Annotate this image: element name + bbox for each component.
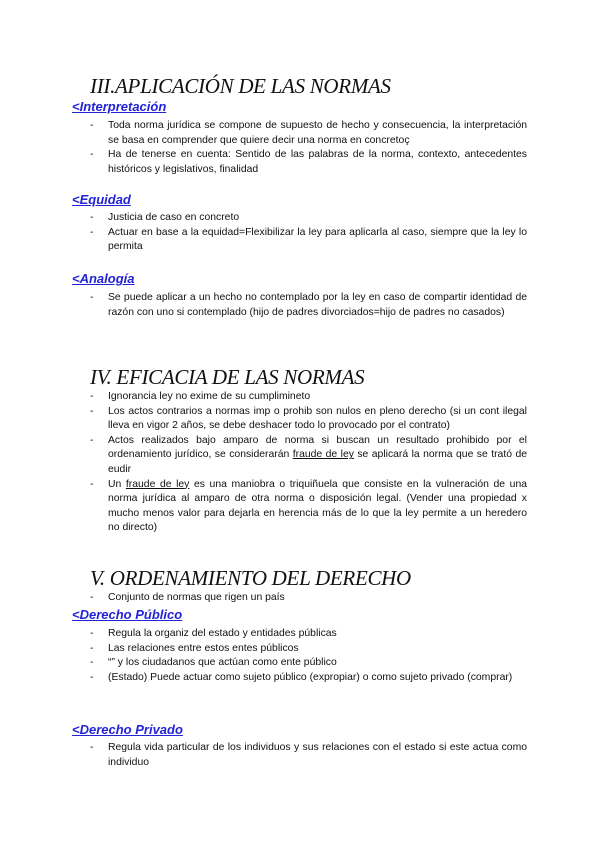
list-item: - Regula la organiz del estado y entidades públicas <box>90 627 527 642</box>
section-title-eficacia: IV. EFICACIA DE LAS NORMAS <box>90 365 365 389</box>
subsection-title-derecho-publico: <Derecho Público <box>72 607 183 622</box>
subsection-title-analogia: <Analogía <box>72 271 135 286</box>
list-item: - (Estado) Puede actuar como sujeto público (expropiar) o como sujeto privado (comprar) <box>90 671 527 686</box>
subsection-title-interpretacion: <Interpretación <box>72 99 167 114</box>
list-item: - Conjunto de normas que rigen un país <box>90 591 527 606</box>
subsection-title-equidad: <Equidad <box>72 192 131 207</box>
derecho-publico-list <box>90 627 527 685</box>
list-item: - Se puede aplicar a un hecho no contemplado por la ley en caso de compartir identidad de razón con uno si contemplado (hijo de padres divorciados=hijo de padres no casados) <box>90 291 527 320</box>
subsection-title-derecho-privado: <Derecho Privado <box>72 722 183 737</box>
list-item: - Justicia de caso en concreto <box>90 211 527 226</box>
section-title-ordenamiento: V. ORDENAMIENTO DEL DERECHO <box>90 566 411 590</box>
fraude-de-ley-link[interactable]: fraude de ley <box>125 478 190 490</box>
interpretacion-list <box>90 119 527 177</box>
derecho-privado-list <box>90 741 527 770</box>
list-item: - Las relaciones entre estos entes públicos <box>90 642 527 657</box>
list-item: - Actuar en base a la equidad=Flexibilizar la ley para aplicarla al caso, siempre que la ley lo permita <box>90 226 527 255</box>
eficacia-list <box>90 390 527 536</box>
list-item: - Los actos contrarios a normas imp o prohib son nulos en pleno derecho (si un cont ilegal lleva en vigor 2 años, se debe deshacer todo lo provocado por el contrato) <box>90 405 527 434</box>
ordenamiento-list <box>90 591 527 606</box>
list-item: - Ignorancia ley no exime de su cumplimineto <box>90 390 527 405</box>
list-item: - Regula vida particular de los individuos y sus relaciones con el estado si este actua como individuo <box>90 741 527 770</box>
section-title-aplicacion: III.APLICACIÓN DE LAS NORMAS <box>90 74 391 98</box>
list-item: - Ha de tenerse en cuenta: Sentido de las palabras de la norma, contexto, antecedentes históricos y legislativos, finalidad <box>90 148 527 177</box>
list-item: - “” y los ciudadanos que actúan como ente público <box>90 656 527 671</box>
list-item: - Actos realizados bajo amparo de norma si buscan un resultado prohibido por el ordenamiento jurídico, se considerarán fraude de ley se aplicará la norma que se trató de eudir <box>90 434 527 478</box>
list-item: - Un fraude de ley es una maniobra o triquiñuela que consiste en la vulneración de una norma jurídica al amparo de otra norma o disposición legal. (Vender una propiedad x mucho menos valor para dejarla en herencia más de lo que la ley permite a un heredero no directo) <box>90 478 527 536</box>
equidad-list <box>90 211 527 255</box>
analogia-list <box>90 291 527 320</box>
fraude-de-ley-link[interactable]: fraude de ley <box>292 449 354 461</box>
list-item: - Toda norma jurídica se compone de supuesto de hecho y consecuencia, la interpretación se basa en comprender que quiere decir una norma en concretoç <box>90 119 527 148</box>
